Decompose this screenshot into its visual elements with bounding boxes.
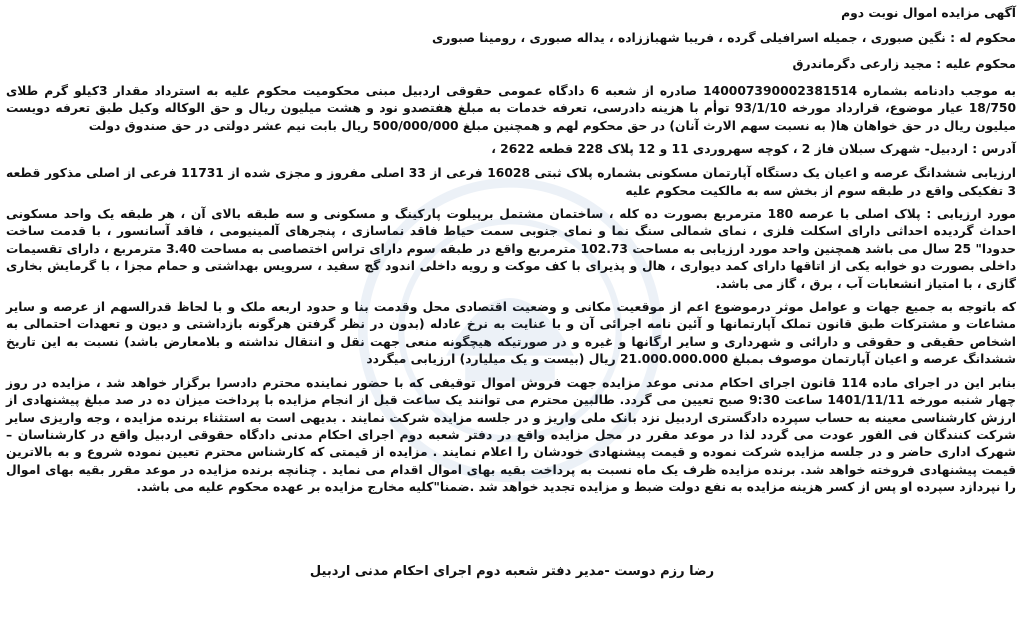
notice-title: آگهی مزایده اموال نوبت دوم: [841, 6, 1016, 20]
valuation-paragraph: که باتوجه به جمیع جهات و عوامل موثر درموضوع اعم از موقعیت مکانی و وضعیت اقتصادی محل وقدمت بنا و حدود اربعه ملک و با لحاظ قدرالسهم از عرصه و سایر مشاعات و مشترکات طبق قانون تملک آپارتمانها و آئین نامه اجرائی آن و با عنایت به نرخ عادله (بدون در نظر گرفتن هرگونه بازداشتی و دیون و تعهدات احتمالی به اشخاص حقیقی و حقوقی و دارائی و شهرداری و سایر ارگانها و غیره و در صورتیکه هیچگونه منعی جهت نقل و انتقال نداشته و بلامعارض باشد) نسبت به این تاریخ ششدانگ عرصه و اعیان آپارتمان موصوف بمبلغ 21.000.000.000 ریال (بیست و یک میلیارد) ارزیابی میگردد: [6, 300, 1016, 367]
defendant-line: محکوم علیه : مجید زارعی دگرماندرق: [792, 57, 1016, 71]
address-line: آدرس : اردبیل- شهرک سبلان فاز 2 ، کوچه سهروردی 11 و 12 پلاک 228 قطعه 2622 ،: [491, 142, 1016, 157]
signature-line: رضا رزم دوست -مدیر دفتر شعبه دوم اجرای احکام مدنی اردبیل: [309, 564, 715, 579]
ruling-paragraph: به موجب دادنامه بشماره 140007390002381514 صادره از شعبه 6 دادگاه عمومی حقوقی اردبیل مبنی محکومیت محکوم علیه به استرداد مقدار 3کیلو گرم طلای 18/750 عیار موضوع، قرارداد مورخه 93/1/10 توأم با هزینه دادرسی، تعرفه خدمات به مبلغ هفتصدو نود و هشت میلیون ریال و حق الوکاله وکیل طبق تعرفه دویست میلیون ریال در حق خواهان ها( به نسبت سهم الارث آنان) در حق محکوم لهم و همچنین مبلغ 500/000/000 ریال بابت نیم عشر دولتی در حق صندوق دولت: [6, 84, 1017, 133]
auction-notice: [6, 4, 1016, 622]
property-description-paragraph: مورد ارزیابی : پلاک اصلی با عرصه 180 مترمربع بصورت ده کله ، ساختمان مشتمل برپیلوت پارکینگ و مسکونی و سه طبقه بالای آن ، هر طبقه یک واحد مسکونی احداث گردیده احداثی دارای اسکلت فلزی ، نمای شمالی سنگ نما و نمای جنوبی سمت حیاط فاقد نماسازی ، پنجرهای آلمینیومی ، فاقد آسانسور ، با قدمت ساخت حدودا" 25 سال می باشد همچنین واحد مورد ارزیابی به مساحت 102.73 مترمربع واقع در طبقه سوم دارای تراس اختصاصی به مساحت 3.40 مترمربع ، دارای تقسیمات داخلی بصورت دو خوابه یکی از اتاقها دارای کمد دیواری ، هال و پذیرای با کف موکت و رویه داخلی اندود گچ سفید ، سرویس بهداشتی و حمام مجزا ، با گرمایش بخاری گازی ، با امتیاز انشعابات آب ، برق ، گاز می باشد.: [6, 207, 1016, 291]
appraisal-paragraph: ارزیابی ششدانگ عرصه و اعیان یک دستگاه آپارتمان مسکونی بشماره پلاک ثبتی 16028 فرعی از 33 اصلی مفروز و مجزی شده از 11731 فرعی از اصلی مذکور قطعه 3 تفکیکی واقع در طبقه سوم از بخش سه به مالکیت محکوم علیه: [6, 166, 1016, 198]
auction-terms-paragraph: بنابر این در اجرای ماده 114 قانون اجرای احکام مدنی موعد مزایده جهت فروش اموال توقیفی که با حضور نماینده محترم دادسرا برگزار خواهد شد ، مزایده در روز چهار شنبه مورخه 1401/11/11 ساعت 9:30 صبح تعیین می گردد. طالبین محترم می توانند یک ساعت قبل از انجام مزایده با پرداخت میزان ده در صد مبلغ پیشنهادی از ارزش کارشناسی معینه به حساب سپرده دادگستری اردبیل نزد بانک ملی واریز و در جلسه مزایده شرکت نمایند . بدیهی است به استثناء برنده مزایده ، وجه واریزی سایر شرکت کنندگان فی الفور عودت می گردد لذا در موعد مقرر در محل مزایده واقع در دفتر شعبه دوم اجرای احکام مدنی دادگاه حقوقی اردبیل واقع در کارشناسان – شهرک اداری حاضر و در جلسه مزایده شرکت نموده و قیمت پیشنهادی خودشان را اعلام نمایند . مزایده از قیمتی که کارشناس محترم تعیین نموده شروع و به بالاترین قیمت پیشنهادی فروخته خواهد شد. برنده مزایده ظرف یک ماه نسبت به پرداخت بقیه بهای اموال اقدام می نماید . چنانچه برنده مزایده در موعد مقرر بقیه بهای اموال را نپردازد سپرده او پس از کسر هزینه مزایده به نفع دولت ضبط و مزایده تجدید خواهد شد .ضمنا"کلیه مخارج مزایده بر عهده محکوم علیه می باشد.: [6, 375, 1016, 495]
plaintiffs-line: محکوم له : نگین صبوری ، جمیله اسرافیلی گرده ، فریبا شهباززاده ، یداله صبوری ، رومینا صبوری: [432, 31, 1016, 45]
